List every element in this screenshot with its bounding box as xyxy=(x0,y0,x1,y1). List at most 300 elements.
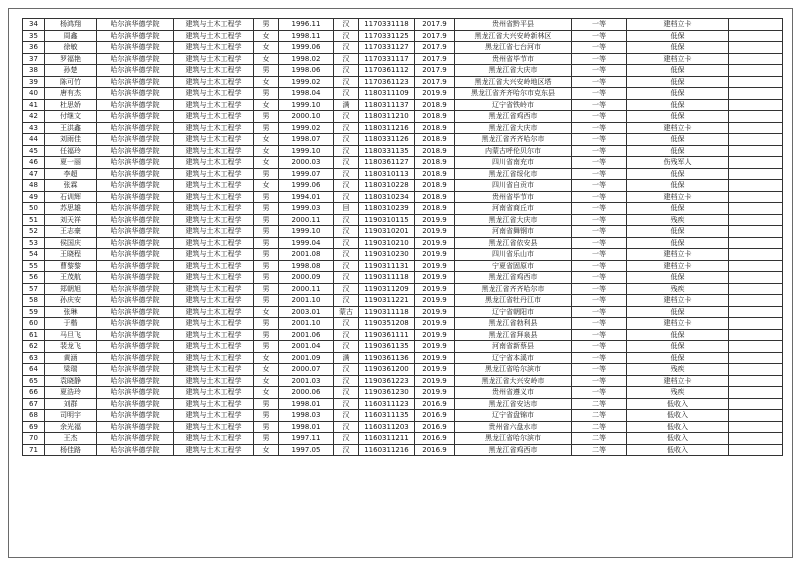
student-id-cell: 1190311118 xyxy=(359,272,415,284)
student-id-cell: 1190311209 xyxy=(359,283,415,295)
birth-date-cell: 1996.11 xyxy=(279,19,334,31)
student-id-cell: 1180311210 xyxy=(359,111,415,123)
birth-date-cell: 1999.04 xyxy=(279,237,334,249)
row-number-cell: 66 xyxy=(23,387,45,399)
grade-level-cell: 一等 xyxy=(572,30,627,42)
birth-date-cell: 1998.07 xyxy=(279,134,334,146)
grade-level-cell: 一等 xyxy=(572,364,627,376)
grade-level-cell: 一等 xyxy=(572,387,627,399)
ethnicity-cell: 汉 xyxy=(334,226,359,238)
student-id-cell: 1170331118 xyxy=(359,19,415,31)
college-cell: 建筑与土木工程学 xyxy=(174,111,254,123)
gender-cell: 男 xyxy=(254,122,279,134)
student-id-cell: 1190310115 xyxy=(359,214,415,226)
row-number-cell: 58 xyxy=(23,295,45,307)
school-cell: 哈尔滨华德学院 xyxy=(97,214,174,226)
hometown-cell: 黑龙江省哈尔滨市 xyxy=(455,433,572,445)
grade-level-cell: 一等 xyxy=(572,260,627,272)
gender-cell: 男 xyxy=(254,410,279,422)
grade-level-cell: 一等 xyxy=(572,226,627,238)
grade-level-cell: 一等 xyxy=(572,111,627,123)
school-cell: 哈尔滨华德学院 xyxy=(97,191,174,203)
student-id-cell: 1180310234 xyxy=(359,191,415,203)
hometown-cell: 河南省舞钢市 xyxy=(455,226,572,238)
enrollment-year-cell: 2017.9 xyxy=(415,42,455,54)
hometown-cell: 贵州省毕节市 xyxy=(455,191,572,203)
category-cell: 建档立卡 xyxy=(627,249,729,261)
row-number-cell: 45 xyxy=(23,145,45,157)
empty-cell xyxy=(729,88,783,100)
hometown-cell: 贵州省毕节市 xyxy=(455,53,572,65)
grade-level-cell: 一等 xyxy=(572,237,627,249)
student-name-cell: 侯国庆 xyxy=(45,237,97,249)
category-cell: 低保 xyxy=(627,99,729,111)
grade-level-cell: 一等 xyxy=(572,99,627,111)
table-row xyxy=(23,295,783,307)
college-cell: 建筑与土木工程学 xyxy=(174,88,254,100)
birth-date-cell: 2000.03 xyxy=(279,157,334,169)
enrollment-year-cell: 2018.9 xyxy=(415,168,455,180)
gender-cell: 男 xyxy=(254,318,279,330)
table-row xyxy=(23,157,783,169)
category-cell: 残疾 xyxy=(627,364,729,376)
grade-level-cell: 一等 xyxy=(572,341,627,353)
hometown-cell: 黑龙江省大兴安岭新林区 xyxy=(455,30,572,42)
gender-cell: 男 xyxy=(254,272,279,284)
ethnicity-cell: 汉 xyxy=(334,134,359,146)
ethnicity-cell: 汉 xyxy=(334,398,359,410)
row-number-cell: 35 xyxy=(23,30,45,42)
ethnicity-cell: 汉 xyxy=(334,237,359,249)
enrollment-year-cell: 2017.9 xyxy=(415,19,455,31)
category-cell: 低保 xyxy=(627,272,729,284)
table-row xyxy=(23,42,783,54)
table-row xyxy=(23,364,783,376)
college-cell: 建筑与土木工程学 xyxy=(174,157,254,169)
student-name-cell: 王志豪 xyxy=(45,226,97,238)
student-id-cell: 1180331126 xyxy=(359,134,415,146)
category-cell: 低保 xyxy=(627,306,729,318)
hometown-cell: 黑龙江省拜泉县 xyxy=(455,329,572,341)
birth-date-cell: 1999.06 xyxy=(279,42,334,54)
student-id-cell: 1160311123 xyxy=(359,398,415,410)
table-row xyxy=(23,375,783,387)
hometown-cell: 黑龙江省大兴安岭市 xyxy=(455,375,572,387)
empty-cell xyxy=(729,237,783,249)
enrollment-year-cell: 2017.9 xyxy=(415,30,455,42)
student-name-cell: 王杰 xyxy=(45,433,97,445)
college-cell: 建筑与土木工程学 xyxy=(174,19,254,31)
table-row xyxy=(23,260,783,272)
category-cell: 建档立卡 xyxy=(627,260,729,272)
row-number-cell: 38 xyxy=(23,65,45,77)
college-cell: 建筑与土木工程学 xyxy=(174,295,254,307)
hometown-cell: 河南省商丘市 xyxy=(455,203,572,215)
table-row xyxy=(23,88,783,100)
grade-level-cell: 一等 xyxy=(572,168,627,180)
student-id-cell: 1180361127 xyxy=(359,157,415,169)
student-name-cell: 梁瑞 xyxy=(45,364,97,376)
category-cell: 建档立卡 xyxy=(627,122,729,134)
school-cell: 哈尔滨华德学院 xyxy=(97,65,174,77)
category-cell: 建档立卡 xyxy=(627,375,729,387)
school-cell: 哈尔滨华德学院 xyxy=(97,410,174,422)
student-id-cell: 1170361112 xyxy=(359,65,415,77)
ethnicity-cell: 汉 xyxy=(334,214,359,226)
gender-cell: 女 xyxy=(254,134,279,146)
category-cell: 低保 xyxy=(627,168,729,180)
grade-level-cell: 二等 xyxy=(572,444,627,456)
row-number-cell: 55 xyxy=(23,260,45,272)
gender-cell: 女 xyxy=(254,364,279,376)
hometown-cell: 四川省南充市 xyxy=(455,157,572,169)
category-cell: 低保 xyxy=(627,42,729,54)
hometown-cell: 辽宁省本溪市 xyxy=(455,352,572,364)
student-name-cell: 杨佳路 xyxy=(45,444,97,456)
ethnicity-cell: 汉 xyxy=(334,122,359,134)
student-name-cell: 夏一丽 xyxy=(45,157,97,169)
student-id-cell: 1160311211 xyxy=(359,433,415,445)
hometown-cell: 四川省乐山市 xyxy=(455,249,572,261)
gender-cell: 女 xyxy=(254,76,279,88)
row-number-cell: 65 xyxy=(23,375,45,387)
ethnicity-cell: 汉 xyxy=(334,375,359,387)
empty-cell xyxy=(729,433,783,445)
empty-cell xyxy=(729,19,783,31)
row-number-cell: 36 xyxy=(23,42,45,54)
ethnicity-cell: 汉 xyxy=(334,30,359,42)
hometown-cell: 辽宁省盘锦市 xyxy=(455,410,572,422)
empty-cell xyxy=(729,387,783,399)
college-cell: 建筑与土木工程学 xyxy=(174,364,254,376)
school-cell: 哈尔滨华德学院 xyxy=(97,134,174,146)
student-id-cell: 1180311137 xyxy=(359,99,415,111)
school-cell: 哈尔滨华德学院 xyxy=(97,295,174,307)
birth-date-cell: 2001.09 xyxy=(279,352,334,364)
enrollment-year-cell: 2018.9 xyxy=(415,157,455,169)
grade-level-cell: 一等 xyxy=(572,42,627,54)
college-cell: 建筑与土木工程学 xyxy=(174,65,254,77)
gender-cell: 男 xyxy=(254,168,279,180)
ethnicity-cell: 汉 xyxy=(334,318,359,330)
hometown-cell: 黑龙江省齐齐哈尔市 xyxy=(455,134,572,146)
student-name-cell: 孙楚 xyxy=(45,65,97,77)
college-cell: 建筑与土木工程学 xyxy=(174,203,254,215)
gender-cell: 男 xyxy=(254,203,279,215)
ethnicity-cell: 汉 xyxy=(334,260,359,272)
birth-date-cell: 2001.04 xyxy=(279,341,334,353)
hometown-cell: 黑龙江省勃利县 xyxy=(455,318,572,330)
student-id-cell: 1190361200 xyxy=(359,364,415,376)
row-number-cell: 43 xyxy=(23,122,45,134)
category-cell: 低收入 xyxy=(627,398,729,410)
empty-cell xyxy=(729,226,783,238)
school-cell: 哈尔滨华德学院 xyxy=(97,421,174,433)
grade-level-cell: 一等 xyxy=(572,191,627,203)
ethnicity-cell: 汉 xyxy=(334,421,359,433)
enrollment-year-cell: 2019.9 xyxy=(415,295,455,307)
empty-cell xyxy=(729,99,783,111)
enrollment-year-cell: 2019.9 xyxy=(415,306,455,318)
empty-cell xyxy=(729,398,783,410)
gender-cell: 男 xyxy=(254,249,279,261)
table-row xyxy=(23,341,783,353)
category-cell: 建档立卡 xyxy=(627,318,729,330)
gender-cell: 女 xyxy=(254,145,279,157)
row-number-cell: 44 xyxy=(23,134,45,146)
student-name-cell: 付继文 xyxy=(45,111,97,123)
college-cell: 建筑与土木工程学 xyxy=(174,410,254,422)
hometown-cell: 黑龙江省齐齐哈尔市 xyxy=(455,283,572,295)
school-cell: 哈尔滨华德学院 xyxy=(97,387,174,399)
table-row xyxy=(23,237,783,249)
hometown-cell: 黑龙江省大庆市 xyxy=(455,65,572,77)
ethnicity-cell: 汉 xyxy=(334,387,359,399)
birth-date-cell: 1998.11 xyxy=(279,30,334,42)
table-row xyxy=(23,306,783,318)
category-cell: 低保 xyxy=(627,134,729,146)
college-cell: 建筑与土木工程学 xyxy=(174,30,254,42)
hometown-cell: 黑龙江省安达市 xyxy=(455,398,572,410)
birth-date-cell: 2000.11 xyxy=(279,214,334,226)
category-cell: 低保 xyxy=(627,341,729,353)
school-cell: 哈尔滨华德学院 xyxy=(97,53,174,65)
row-number-cell: 54 xyxy=(23,249,45,261)
enrollment-year-cell: 2019.9 xyxy=(415,318,455,330)
birth-date-cell: 2000.10 xyxy=(279,111,334,123)
enrollment-year-cell: 2018.9 xyxy=(415,180,455,192)
ethnicity-cell: 汉 xyxy=(334,410,359,422)
birth-date-cell: 2000.09 xyxy=(279,272,334,284)
hometown-cell: 黑龙江省大兴安岭地区塔 xyxy=(455,76,572,88)
student-id-cell: 1180311216 xyxy=(359,122,415,134)
empty-cell xyxy=(729,352,783,364)
table-row xyxy=(23,180,783,192)
enrollment-year-cell: 2019.9 xyxy=(415,237,455,249)
category-cell: 残疾 xyxy=(627,387,729,399)
enrollment-year-cell: 2019.9 xyxy=(415,341,455,353)
category-cell: 低保 xyxy=(627,76,729,88)
student-name-cell: 唐有杰 xyxy=(45,88,97,100)
row-number-cell: 40 xyxy=(23,88,45,100)
row-number-cell: 62 xyxy=(23,341,45,353)
category-cell: 低保 xyxy=(627,237,729,249)
birth-date-cell: 2001.10 xyxy=(279,318,334,330)
empty-cell xyxy=(729,364,783,376)
student-name-cell: 杨鸿翔 xyxy=(45,19,97,31)
table-row xyxy=(23,249,783,261)
ethnicity-cell: 汉 xyxy=(334,19,359,31)
row-number-cell: 46 xyxy=(23,157,45,169)
gender-cell: 男 xyxy=(254,283,279,295)
school-cell: 哈尔滨华德学院 xyxy=(97,306,174,318)
ethnicity-cell: 汉 xyxy=(334,433,359,445)
category-cell: 低收入 xyxy=(627,444,729,456)
enrollment-year-cell: 2018.9 xyxy=(415,191,455,203)
grade-level-cell: 一等 xyxy=(572,65,627,77)
table-body xyxy=(23,19,783,456)
category-cell: 低保 xyxy=(627,203,729,215)
empty-cell xyxy=(729,203,783,215)
hometown-cell: 贵州省六盘水市 xyxy=(455,421,572,433)
empty-cell xyxy=(729,272,783,284)
hometown-cell: 黑龙江省大庆市 xyxy=(455,214,572,226)
grade-level-cell: 一等 xyxy=(572,214,627,226)
hometown-cell: 黑龙江省牡丹江市 xyxy=(455,295,572,307)
enrollment-year-cell: 2018.9 xyxy=(415,203,455,215)
gender-cell: 女 xyxy=(254,387,279,399)
gender-cell: 男 xyxy=(254,295,279,307)
gender-cell: 女 xyxy=(254,375,279,387)
student-id-cell: 1190361223 xyxy=(359,375,415,387)
row-number-cell: 42 xyxy=(23,111,45,123)
gender-cell: 女 xyxy=(254,180,279,192)
college-cell: 建筑与土木工程学 xyxy=(174,398,254,410)
hometown-cell: 四川省自贡市 xyxy=(455,180,572,192)
row-number-cell: 37 xyxy=(23,53,45,65)
table-row xyxy=(23,444,783,456)
empty-cell xyxy=(729,145,783,157)
gender-cell: 男 xyxy=(254,329,279,341)
category-cell: 低保 xyxy=(627,329,729,341)
enrollment-year-cell: 2016.9 xyxy=(415,398,455,410)
gender-cell: 女 xyxy=(254,42,279,54)
gender-cell: 男 xyxy=(254,433,279,445)
empty-cell xyxy=(729,295,783,307)
enrollment-year-cell: 2016.9 xyxy=(415,444,455,456)
gender-cell: 男 xyxy=(254,111,279,123)
school-cell: 哈尔滨华德学院 xyxy=(97,42,174,54)
table-row xyxy=(23,65,783,77)
row-number-cell: 51 xyxy=(23,214,45,226)
table-row xyxy=(23,99,783,111)
gender-cell: 男 xyxy=(254,19,279,31)
enrollment-year-cell: 2019.9 xyxy=(415,387,455,399)
college-cell: 建筑与土木工程学 xyxy=(174,214,254,226)
school-cell: 哈尔滨华德学院 xyxy=(97,111,174,123)
table-row xyxy=(23,30,783,42)
student-name-cell: 夏浩玲 xyxy=(45,387,97,399)
birth-date-cell: 1999.06 xyxy=(279,180,334,192)
school-cell: 哈尔滨华德学院 xyxy=(97,99,174,111)
category-cell: 建档立卡 xyxy=(627,295,729,307)
grade-level-cell: 一等 xyxy=(572,329,627,341)
empty-cell xyxy=(729,329,783,341)
college-cell: 建筑与土木工程学 xyxy=(174,421,254,433)
category-cell: 低保 xyxy=(627,226,729,238)
grade-level-cell: 一等 xyxy=(572,306,627,318)
ethnicity-cell: 满 xyxy=(334,99,359,111)
school-cell: 哈尔滨华德学院 xyxy=(97,318,174,330)
gender-cell: 男 xyxy=(254,398,279,410)
school-cell: 哈尔滨华德学院 xyxy=(97,30,174,42)
enrollment-year-cell: 2017.9 xyxy=(415,53,455,65)
category-cell: 低保 xyxy=(627,180,729,192)
student-id-cell: 1170331125 xyxy=(359,30,415,42)
empty-cell xyxy=(729,191,783,203)
hometown-cell: 黑龙江省鸡西市 xyxy=(455,444,572,456)
student-name-cell: 郑朝旭 xyxy=(45,283,97,295)
student-name-cell: 刘群 xyxy=(45,398,97,410)
student-name-cell: 王晓程 xyxy=(45,249,97,261)
gender-cell: 男 xyxy=(254,421,279,433)
row-number-cell: 63 xyxy=(23,352,45,364)
school-cell: 哈尔滨华德学院 xyxy=(97,168,174,180)
student-name-cell: 徐敏 xyxy=(45,42,97,54)
ethnicity-cell: 汉 xyxy=(334,444,359,456)
grade-level-cell: 一等 xyxy=(572,145,627,157)
birth-date-cell: 1998.01 xyxy=(279,421,334,433)
empty-cell xyxy=(729,42,783,54)
grade-level-cell: 一等 xyxy=(572,180,627,192)
hometown-cell: 黑龙江省大庆市 xyxy=(455,122,572,134)
ethnicity-cell: 满 xyxy=(334,352,359,364)
row-number-cell: 60 xyxy=(23,318,45,330)
empty-cell xyxy=(729,306,783,318)
row-number-cell: 71 xyxy=(23,444,45,456)
student-name-cell: 孙庆安 xyxy=(45,295,97,307)
enrollment-year-cell: 2019.9 xyxy=(415,352,455,364)
row-number-cell: 41 xyxy=(23,99,45,111)
empty-cell xyxy=(729,168,783,180)
school-cell: 哈尔滨华德学院 xyxy=(97,203,174,215)
student-id-cell: 1190361111 xyxy=(359,329,415,341)
hometown-cell: 辽宁省朝阳市 xyxy=(455,306,572,318)
category-cell: 低收入 xyxy=(627,433,729,445)
student-id-cell: 1190361135 xyxy=(359,341,415,353)
grade-level-cell: 二等 xyxy=(572,398,627,410)
table-row xyxy=(23,191,783,203)
grade-level-cell: 二等 xyxy=(572,421,627,433)
birth-date-cell: 2003.01 xyxy=(279,306,334,318)
empty-cell xyxy=(729,410,783,422)
row-number-cell: 69 xyxy=(23,421,45,433)
ethnicity-cell: 汉 xyxy=(334,42,359,54)
empty-cell xyxy=(729,214,783,226)
grade-level-cell: 一等 xyxy=(572,295,627,307)
ethnicity-cell: 汉 xyxy=(334,341,359,353)
row-number-cell: 64 xyxy=(23,364,45,376)
ethnicity-cell: 汉 xyxy=(334,53,359,65)
student-name-cell: 李超 xyxy=(45,168,97,180)
student-name-cell: 石训辉 xyxy=(45,191,97,203)
school-cell: 哈尔滨华德学院 xyxy=(97,375,174,387)
college-cell: 建筑与土木工程学 xyxy=(174,387,254,399)
table-row xyxy=(23,134,783,146)
category-cell: 残疾 xyxy=(627,214,729,226)
table-row xyxy=(23,398,783,410)
student-name-cell: 曹黎黎 xyxy=(45,260,97,272)
birth-date-cell: 1999.10 xyxy=(279,145,334,157)
category-cell: 建档立卡 xyxy=(627,191,729,203)
empty-cell xyxy=(729,53,783,65)
table-row xyxy=(23,283,783,295)
gender-cell: 女 xyxy=(254,99,279,111)
school-cell: 哈尔滨华德学院 xyxy=(97,249,174,261)
ethnicity-cell: 汉 xyxy=(334,329,359,341)
school-cell: 哈尔滨华德学院 xyxy=(97,145,174,157)
hometown-cell: 贵州省黔平县 xyxy=(455,19,572,31)
empty-cell xyxy=(729,421,783,433)
gender-cell: 女 xyxy=(254,157,279,169)
hometown-cell: 黑龙江省绥化市 xyxy=(455,168,572,180)
school-cell: 哈尔滨华德学院 xyxy=(97,433,174,445)
row-number-cell: 53 xyxy=(23,237,45,249)
hometown-cell: 黑龙江省鸡西市 xyxy=(455,111,572,123)
school-cell: 哈尔滨华德学院 xyxy=(97,180,174,192)
birth-date-cell: 1998.04 xyxy=(279,88,334,100)
enrollment-year-cell: 2019.9 xyxy=(415,375,455,387)
